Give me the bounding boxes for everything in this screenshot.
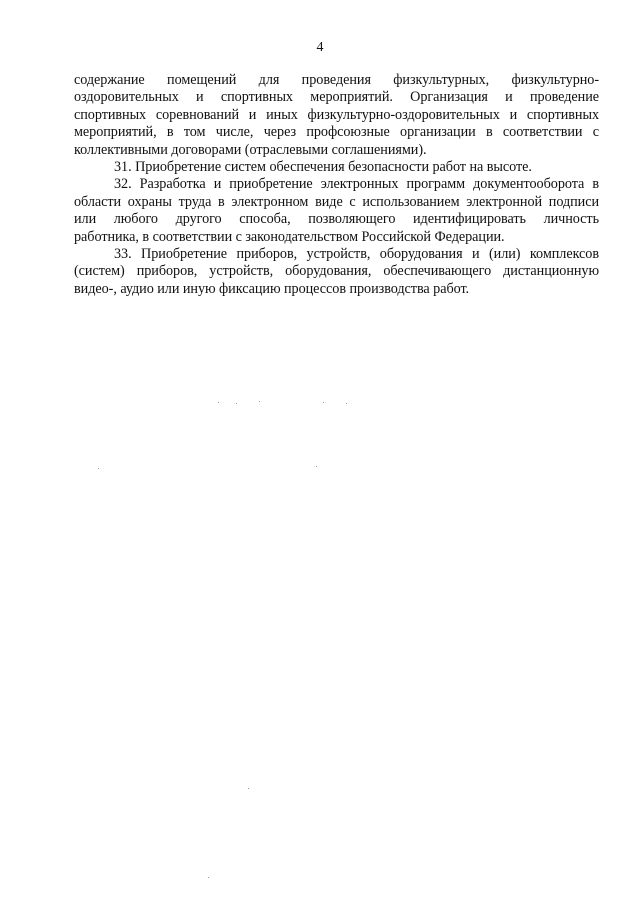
page-number: 4 bbox=[316, 40, 324, 55]
paragraph-item-33 bbox=[74, 246, 599, 298]
text-line: (систем) приборов, устройств, оборудования, обеспечивающего дистанционную bbox=[74, 263, 599, 280]
text-line: видео-, аудио или иную фиксацию процессов производства работ. bbox=[74, 280, 470, 297]
text-line: коллективными договорами (отраслевыми соглашениями). bbox=[74, 141, 427, 158]
text-line: 32. Разработка и приобретение электронных программ документооборота в bbox=[114, 176, 599, 193]
paragraph-item-31 bbox=[74, 159, 599, 176]
document-body bbox=[74, 72, 599, 298]
text-line: области охраны труда в электронном виде с использованием электронной подписи bbox=[74, 193, 599, 210]
scan-speck bbox=[259, 401, 260, 402]
scan-speck bbox=[248, 788, 249, 789]
text-line: мероприятий, в том числе, через профсоюзные организации в соответствии с bbox=[74, 124, 599, 141]
text-line: работника, в соответствии с законодательством Российской Федерации. bbox=[74, 228, 505, 245]
text-line: 33. Приобретение приборов, устройств, оборудования и (или) комплексов bbox=[114, 246, 599, 263]
text-line: спортивных соревнований и иных физкультурно-оздоровительных и спортивных bbox=[74, 106, 599, 123]
scan-speck bbox=[323, 402, 324, 403]
text-line: оздоровительных и спортивных мероприятий. Организация и проведение bbox=[74, 89, 599, 106]
scan-speck bbox=[218, 402, 219, 403]
text-line: 31. Приобретение систем обеспечения безопасности работ на высоте. bbox=[114, 159, 532, 176]
scan-speck bbox=[316, 466, 317, 467]
scan-speck bbox=[236, 403, 237, 404]
scan-speck bbox=[98, 468, 99, 469]
scan-speck bbox=[208, 877, 209, 878]
text-line: или любого другого способа, позволяющего идентифицировать личность bbox=[74, 211, 599, 228]
paragraph-continuation bbox=[74, 72, 599, 159]
text-line: содержание помещений для проведения физкультурных, физкультурно- bbox=[74, 72, 599, 88]
scan-speck bbox=[346, 403, 347, 404]
paragraph-item-32 bbox=[74, 176, 599, 246]
